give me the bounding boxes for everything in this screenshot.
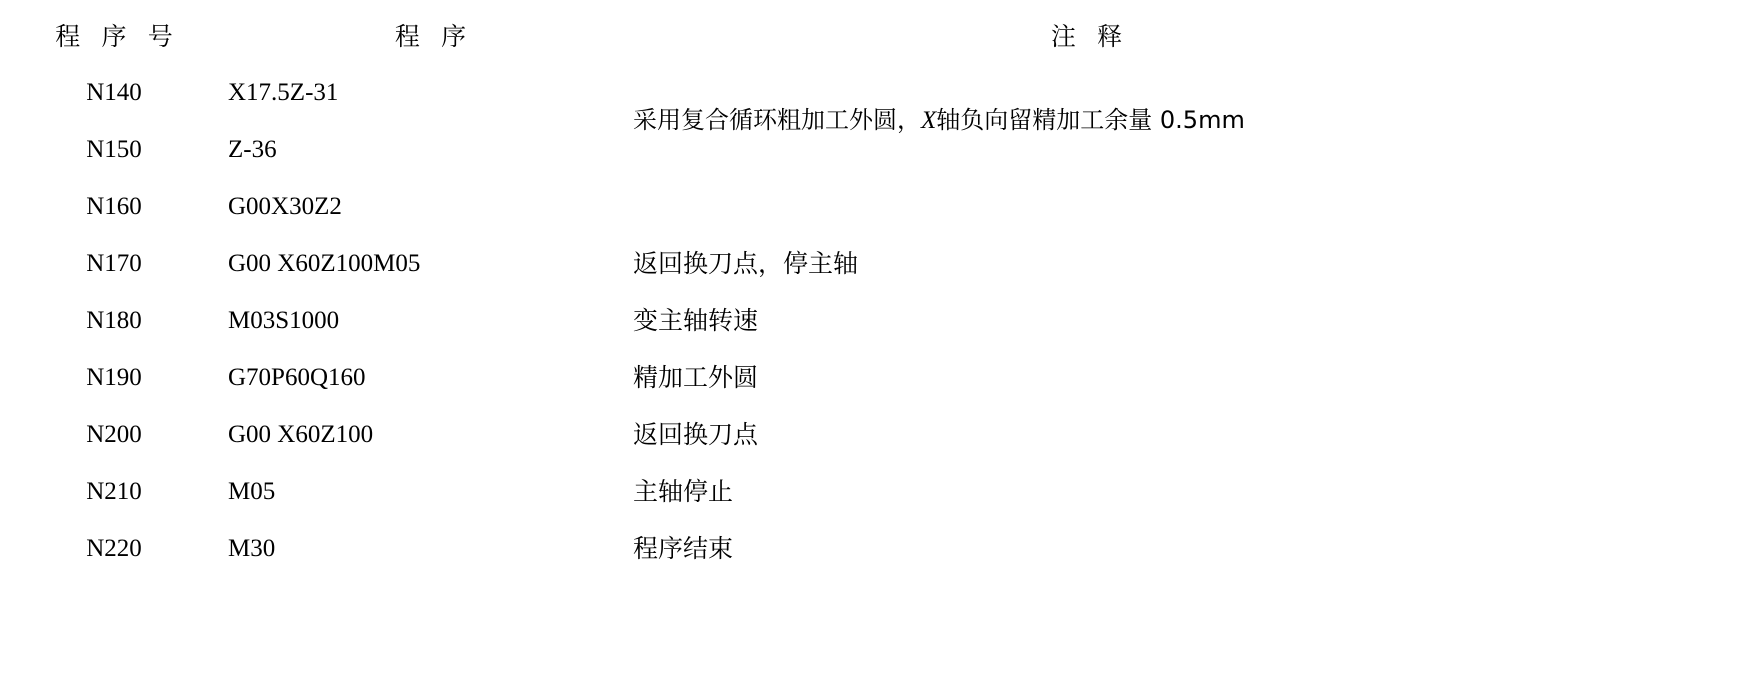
cell-note: 程序结束 [633,533,734,563]
cell-program: M30 [228,534,276,562]
note-italic-variable: X [921,107,937,135]
cell-program-number: N220 [86,534,142,562]
cell-program-number: N140 [86,78,142,106]
table-row [0,463,1540,520]
cell-program: G00X30Z2 [228,192,342,220]
cell-program: G00 X60Z100 [228,420,374,448]
cell-note [633,178,1540,235]
cell-note: 变主轴转速 [633,305,759,335]
cell-program: X17.5Z-31 [228,78,339,106]
cell-program: G00 X60Z100M05 [228,249,421,277]
cell-program: Z-36 [228,135,277,163]
note-text-before: 采用复合循环粗加工外圆， [633,106,921,135]
cell-program: M05 [228,477,276,505]
program-table [0,6,1540,577]
cell-note: 主轴停止 [633,476,734,506]
table-row [0,235,1540,292]
table-header [0,6,1540,64]
table-row [0,520,1540,577]
table-header-row [0,6,1540,64]
cell-program: M03S1000 [228,306,340,334]
cell-note: 返回换刀点，停主轴 [633,248,859,278]
table-row [0,349,1540,406]
cell-program-number: N170 [86,249,142,277]
cell-program-number: N160 [86,192,142,220]
cell-note: 返回换刀点 [633,419,759,449]
cell-program-number: N210 [86,477,142,505]
cell-program-number: N150 [86,135,142,163]
document-page [0,6,1752,684]
cell-program-number: N180 [86,306,142,334]
cell-program-number: N190 [86,363,142,391]
cell-note: 精加工外圆 [633,362,759,392]
cell-program: G70P60Q160 [228,363,366,391]
table-row [0,406,1540,463]
note-text-after: 轴负向留精加工余量 0.5mm [936,106,1245,135]
column-header-note: 注 释 [1050,24,1130,51]
column-header-program-number: 程 序 号 [55,24,181,51]
cell-note-merged [633,64,1540,178]
table-row [0,292,1540,349]
table-row [0,64,1540,121]
column-header-program: 程 序 [394,24,474,51]
table-row [0,178,1540,235]
cell-program-number: N200 [86,420,142,448]
table-body [0,64,1540,577]
